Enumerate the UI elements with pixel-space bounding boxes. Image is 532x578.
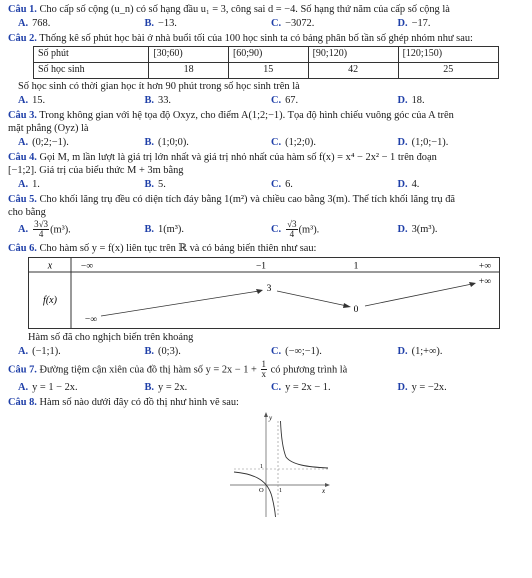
table-cell: [120;150): [398, 47, 498, 63]
graph-svg: [230, 411, 330, 519]
option-c[interactable]: C. 67.: [271, 95, 299, 106]
question-label: Câu 1.: [8, 4, 37, 15]
f-value: 0: [353, 304, 359, 315]
question-7: [8, 360, 524, 380]
question-6: [8, 242, 524, 255]
options-q4: [8, 178, 524, 191]
question-3: [8, 109, 524, 122]
option-a[interactable]: A. 768.: [18, 18, 51, 29]
table-row: [34, 63, 499, 79]
question-2: [8, 32, 524, 45]
fraction: $\frac{3√3}{4}$: [34, 219, 49, 240]
question-text-cont: [−1;2]. Giá trị của biểu thức M + 3m bằng: [8, 165, 184, 176]
option-b[interactable]: B. 5.: [144, 179, 166, 190]
variation-table: [28, 257, 500, 329]
f-value: −∞: [84, 314, 98, 325]
fx-label: f(x): [43, 294, 57, 306]
origin-label: O: [259, 486, 264, 494]
option-b[interactable]: B. (1;0;0).: [144, 137, 189, 148]
table-cell: Số học sinh: [34, 63, 149, 79]
option-a[interactable]: A. 15.: [18, 95, 46, 106]
option-d[interactable]: D. 3(m³).: [397, 224, 438, 236]
question-label: Câu 7.: [8, 364, 37, 376]
table-cell: 42: [308, 63, 398, 79]
graph-branch-right: [281, 421, 329, 468]
function-graph: [230, 411, 330, 519]
arrow-increase: [101, 291, 259, 316]
option-a[interactable]: A. $\frac{3√3}{4}$ (m³).: [18, 219, 71, 240]
option-c[interactable]: C. 6.: [271, 179, 293, 190]
option-d[interactable]: D. 4.: [397, 179, 420, 190]
table-cell: [60;90): [228, 47, 308, 63]
question-label: Câu 8.: [8, 396, 37, 408]
options-q6: [8, 345, 524, 358]
option-d[interactable]: D. −17.: [397, 18, 431, 29]
options-q1: [8, 17, 524, 30]
frequency-table: [33, 46, 499, 79]
table-cell: 15: [228, 63, 308, 79]
x-value: 1: [353, 261, 359, 272]
table-cell: [90;120): [308, 47, 398, 63]
option-b[interactable]: B. y = 2x.: [144, 381, 188, 393]
arrow-increase: [365, 284, 472, 306]
option-a[interactable]: A. (0;2;−1).: [18, 137, 69, 148]
question-text: Gọi M, m lần lượt là giá trị lớn nhất và giá trị nhỏ nhất của hàm số f(x) = x⁴ − 2x² − 1 trên đoạn: [39, 152, 437, 163]
question-label: Câu 6.: [8, 242, 37, 254]
options-q3: [8, 136, 524, 149]
variation-table-lines: [29, 258, 499, 328]
x-value: −∞: [80, 261, 94, 272]
question-1: [8, 3, 524, 16]
question-8: [8, 396, 524, 409]
x-axis-label: x: [322, 486, 326, 495]
f-value: 3: [266, 283, 272, 294]
question-label: Câu 2.: [8, 33, 37, 44]
option-a[interactable]: A. 1.: [18, 179, 40, 190]
option-a[interactable]: A. (−1;1).: [18, 345, 61, 357]
question-4: [8, 151, 524, 164]
question-text: Thống kê số phút học bài ở nhà buổi tối của 100 học sinh ta có bảng phân bố tần số ghép nhóm như sau:: [39, 33, 473, 44]
option-b[interactable]: B. −13.: [144, 18, 177, 29]
question-subtext: Số học sinh có thời gian học ít hơn 90 phút trong số học sinh trên là: [18, 81, 300, 92]
option-b[interactable]: B. (0;3).: [144, 345, 181, 357]
option-b[interactable]: B. 1(m³).: [144, 224, 184, 236]
question-text: Đường tiệm cận xiên của đồ thị hàm số y = 2x − 1 +: [39, 364, 257, 376]
options-q7: [8, 381, 524, 394]
table-cell: [30;60): [149, 47, 229, 63]
options-q5: [8, 220, 524, 240]
option-c[interactable]: C. −3072.: [271, 18, 315, 29]
question-label: Câu 4.: [8, 152, 37, 163]
graph-branch-left: [234, 472, 276, 517]
question-text: có phương trình là: [270, 364, 348, 376]
question-text: Trong không gian với hệ tọa độ Oxyz, cho điểm A(1;2;−1). Tọa độ hình chiếu vuông góc của A trên: [39, 110, 454, 121]
question-text: Cho hàm số y = f(x) liên tục trên ℝ và có bảng biến thiên như sau:: [39, 242, 317, 254]
table-cell: Số phút: [34, 47, 149, 63]
x-tick-label: 1: [279, 487, 282, 494]
option-a[interactable]: A. y = 1 − 2x.: [18, 381, 78, 393]
question-label: Câu 5.: [8, 194, 37, 205]
options-q2: [8, 94, 524, 107]
f-value: +∞: [478, 276, 492, 287]
question-text: Cho khối lăng trụ đều có diện tích đáy bằng 1(m²) và chiều cao bằng 3(m). Thể tích khối lăng trụ đã: [39, 194, 456, 205]
option-b[interactable]: B. 33.: [144, 95, 172, 106]
x-value: +∞: [478, 261, 492, 272]
table-cell: 18: [149, 63, 229, 79]
option-d[interactable]: D. (1;+∞).: [397, 345, 443, 357]
option-d[interactable]: D. y = −2x.: [397, 381, 447, 393]
question-label: Câu 3.: [8, 110, 37, 121]
fraction: $\frac{1}{x}$: [261, 358, 267, 380]
x-value: −1: [255, 261, 267, 272]
option-d[interactable]: D. (1;0;−1).: [397, 137, 449, 148]
arrow-decrease: [277, 291, 347, 306]
option-d[interactable]: D. 18.: [397, 95, 425, 106]
question-subtext: Hàm số đã cho nghịch biến trên khoảng: [28, 331, 194, 343]
fraction: $\frac{√3}{4}$: [287, 219, 297, 240]
option-c[interactable]: C. y = 2x − 1.: [271, 381, 331, 393]
option-c[interactable]: C. (−∞;−1).: [271, 345, 322, 357]
option-c[interactable]: C. (1;2;0).: [271, 137, 316, 148]
question-text: Cho cấp số cộng (u_n) có số hạng đầu u₁ = 3, công sai d = −4. Số hạng thứ năm của cấp số cộng là: [39, 4, 450, 15]
x-label: x: [47, 260, 53, 272]
table-cell: 25: [398, 63, 498, 79]
table-row: [34, 47, 499, 63]
question-5: [8, 193, 524, 206]
question-text-cont: mặt phẳng (Oyz) là: [8, 123, 89, 134]
y-tick-label: 1: [260, 463, 263, 470]
question-text: Hàm số nào dưới đây có đồ thị như hình vẽ sau:: [39, 396, 239, 408]
y-axis-label: y: [269, 413, 273, 422]
question-text-cont: cho bằng: [8, 207, 46, 218]
option-c[interactable]: C. $\frac{√3}{4}$ (m³).: [271, 219, 320, 240]
